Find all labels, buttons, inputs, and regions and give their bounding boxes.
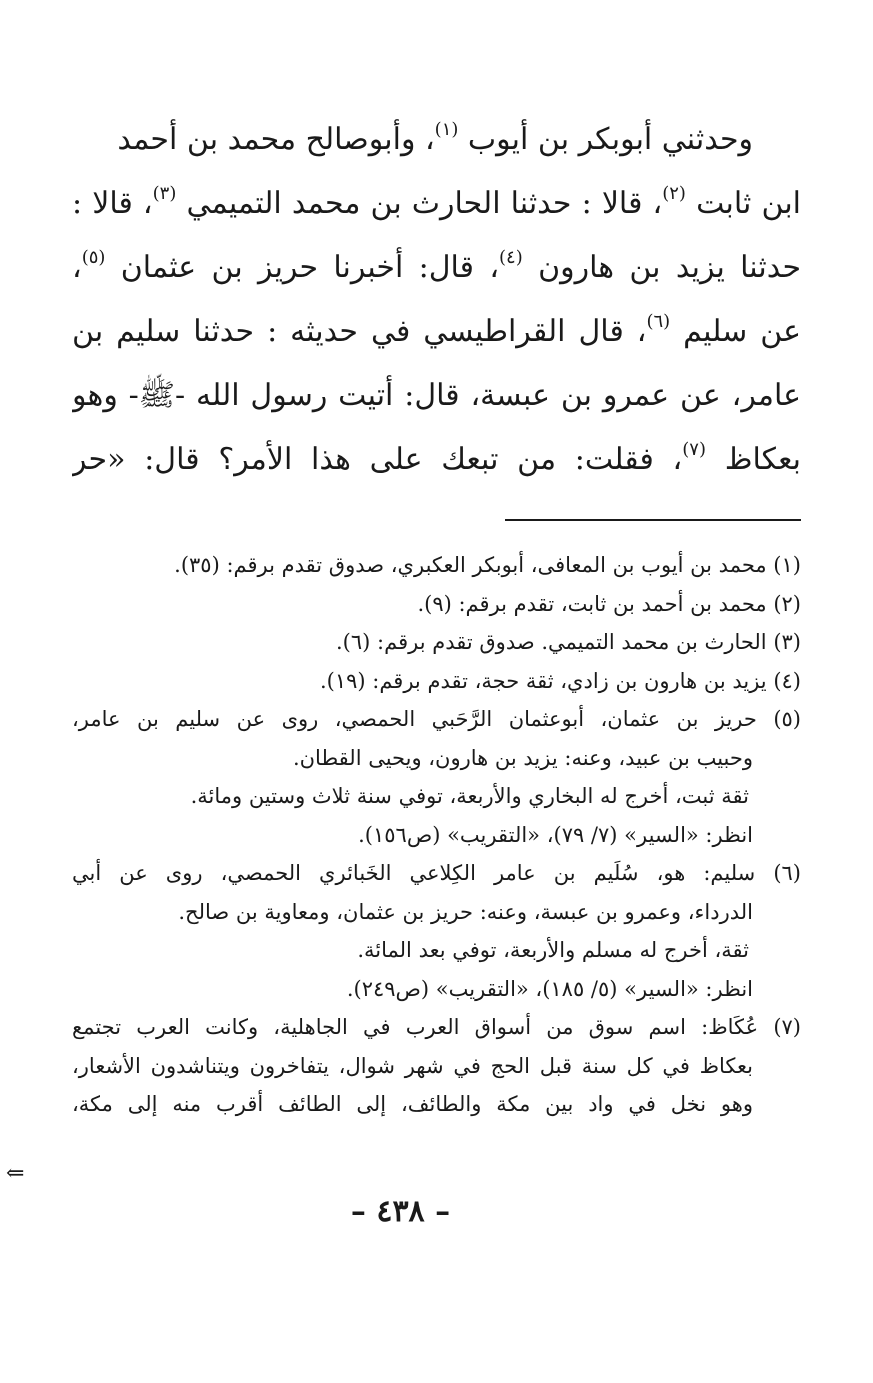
text-run: حدثنا يزيد بن هارون [522,250,801,285]
footnote-line: وهو نخل في واد بين مكة والطائف، إلى الطائف أقرب منه إلى مكة، [72,1092,753,1116]
text-run: ، فقلت: من تبعك على هذا الأمر؟ قال: «حر [72,442,683,477]
page-number: – ٤٣٨ – [350,1194,451,1229]
footnote-ref-4[interactable]: (٤) [499,247,523,268]
main-line-1 [72,108,801,172]
footnote-line: (٧) عُكَاظ: اسم سوق من أسواق العرب في الجاهلية، وكانت العرب تجتمع [72,1015,801,1039]
main-line-5 [72,364,801,428]
continuation-arrow-icon: ⇐ [6,1161,25,1186]
text-run: ابن ثابت [685,186,801,221]
footnote-ref-3[interactable]: (٣) [152,183,177,204]
main-line-2 [72,172,801,236]
footnotes [72,546,801,1124]
footnote-line: (٣) الحارث بن محمد التميمي. صدوق تقدم برقم: (٦). [336,630,801,654]
text-run: ، قال القراطيسي في حديثه : حدثنا سليم بن [72,314,647,349]
footnote-line: (٥) حريز بن عثمان، أبوعثمان الرَّحَبي الحمصي، روى عن سليم بن عامر، [72,707,801,731]
text-run: وحدثني أبوبكر بن أيوب [458,122,753,157]
footnote-divider [505,519,801,521]
footnote-line: ثقة ثبت، أخرج له البخاري والأربعة، توفي سنة ثلاث وستين ومائة. [190,784,749,808]
footnote-line: انظر: «السير» (٥/ ١٨٥)، «التقريب» (ص٢٤٩). [346,976,753,1001]
footnote-line: انظر: «السير» (٧/ ٧٩)، «التقريب» (ص١٥٦). [358,822,753,847]
text-run: ، قال: أخبرنا حريز بن عثمان [105,250,500,285]
main-text [72,108,801,492]
text-run: ، قالا : حدثنا الحارث بن محمد التميمي [176,186,663,221]
footnote-ref-2[interactable]: (٢) [662,183,686,204]
footnote-line: ثقة، أخرج له مسلم والأربعة، توفي بعد المائة. [357,938,749,962]
main-line-4 [72,300,801,364]
text-run: ، قالا : [72,186,153,221]
footnote-line: (٤) يزيد بن هارون بن زادي، ثقة حجة، تقدم برقم: (١٩). [319,668,801,693]
footnote-ref-5[interactable]: (٥) [81,247,106,268]
footnote-line: (٦) سليم: هو، سُلَيم بن عامر الكِلاعي الخَبائري الحمصي، روى عن أبي [72,861,801,885]
footnote-line: (٢) محمد بن أحمد بن ثابت، تقدم برقم: (٩). [417,591,801,616]
footnote-ref-6[interactable]: (٦) [646,311,671,332]
text-run: ، [72,250,82,285]
text-run: ، وأبوصالح محمد بن أحمد [117,122,435,157]
footnote-ref-7[interactable]: (٧) [682,439,706,460]
text-run: عن سليم [670,314,801,349]
footnote-line: الدرداء، وعمرو بن عبسة، وعنه: حريز بن عثمان، ومعاوية بن صالح. [178,899,753,924]
footnote-ref-1[interactable]: (١) [434,119,459,140]
footnote-line: بعكاظ في كل سنة قبل الحج في شهر شوال، يتفاخرون ويتناشدون الأشعار، [72,1053,753,1078]
text-run: بعكاظ [705,442,801,477]
book-page [72,108,801,1383]
footnote-line: وحبيب بن عبيد، وعنه: يزيد بن هارون، ويحيى القطان. [292,745,753,770]
text-run: عامر، عن عمرو بن عبسة، قال: أتيت رسول الله -ﷺ- وهو [72,378,801,413]
main-line-3 [72,236,801,300]
footnote-line: (١) محمد بن أيوب بن المعافى، أبوبكر العكبري، صدوق تقدم برقم: (٣٥). [174,553,801,577]
main-line-6 [72,428,801,492]
